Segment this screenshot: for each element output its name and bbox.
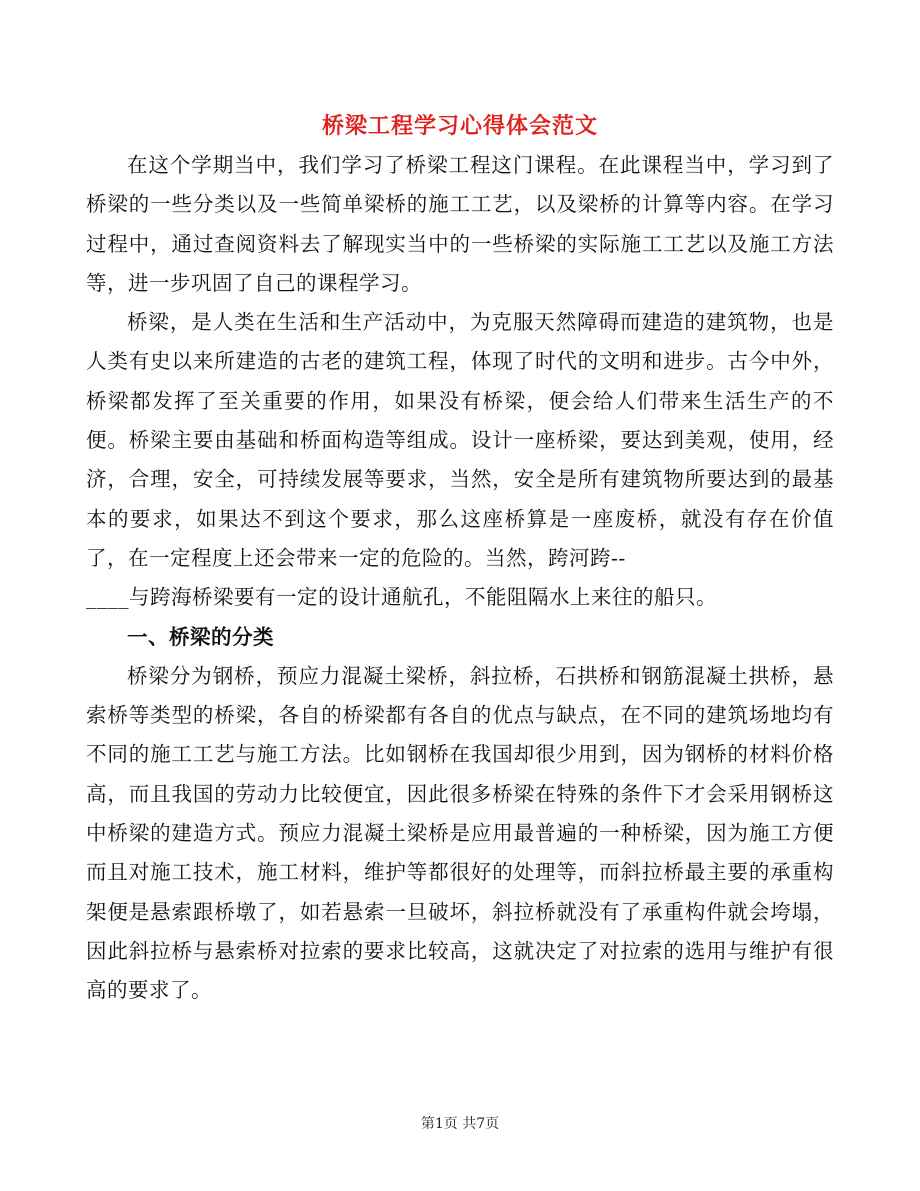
paragraph-navigation-spans: ____与跨海桥梁要有一定的设计通航孔，不能阻隔水上来往的船只。 bbox=[86, 585, 717, 610]
paragraph-bridge-classification: 桥梁分为钢桥，预应力混凝土梁桥，斜拉桥，石拱桥和钢筋混凝土拱桥，悬索桥等类型的桥梁，各自的桥梁都有各自的优点与缺点，在不同的建筑场地均有不同的施工工艺与施工方法。比如钢桥在我国却很少用到，因为钢桥的材料价格高，而且我国的劳动力比较便宜，因此很多桥梁在特殊的条件下才会采用钢桥这中桥梁的建造方式。预应力混凝土梁桥是应用最普遍的一种桥梁，因为施工方便而且对施工技术，施工材料，维护等都很好的处理等，而斜拉桥最主要的承重构架便是悬索跟桥墩了，如若悬索一旦破坏，斜拉桥就没有了承重构件就会垮塌，因此斜拉桥与悬索桥对拉索的要求比较高，这就决定了对拉索的选用与维护有很高的要求了。 bbox=[86, 663, 834, 1003]
paragraph-intro: 在这个学期当中，我们学习了桥梁工程这门课程。在此课程当中，学习到了桥梁的一些分类以及一些简单梁桥的施工工艺，以及梁桥的计算等内容。在学习过程中，通过查阅资料去了解现实当中的一些桥梁的实际施工工艺以及施工方法等，进一步巩固了自己的课程学习。 bbox=[86, 153, 834, 295]
document-title: 桥梁工程学习心得体会范文 bbox=[321, 113, 598, 139]
page-number: 第1页 共7页 bbox=[420, 1116, 500, 1132]
paragraph-bridge-overview: 桥梁，是人类在生活和生产活动中，为克服天然障碍而建造的建筑物，也是人类有史以来所建造的古老的建筑工程，体现了时代的文明和进步。古今中外，桥梁都发挥了至关重要的作用，如果没有桥梁，便会给人们带来生活生产的不便。桥梁主要由基础和桥面构造等组成。设计一座桥梁，要达到美观，使用，经济，合理，安全，可持续发展等要求，当然，安全是所有建筑物所要达到的最基本的要求，如果达不到这个要求，那么这座桥算是一座废桥，就没有存在价值了，在一定程度上还会带来一定的危险的。当然，跨河跨-- bbox=[86, 310, 834, 570]
document-body bbox=[86, 146, 834, 1011]
section-heading: 一、桥梁的分类 bbox=[127, 624, 274, 649]
